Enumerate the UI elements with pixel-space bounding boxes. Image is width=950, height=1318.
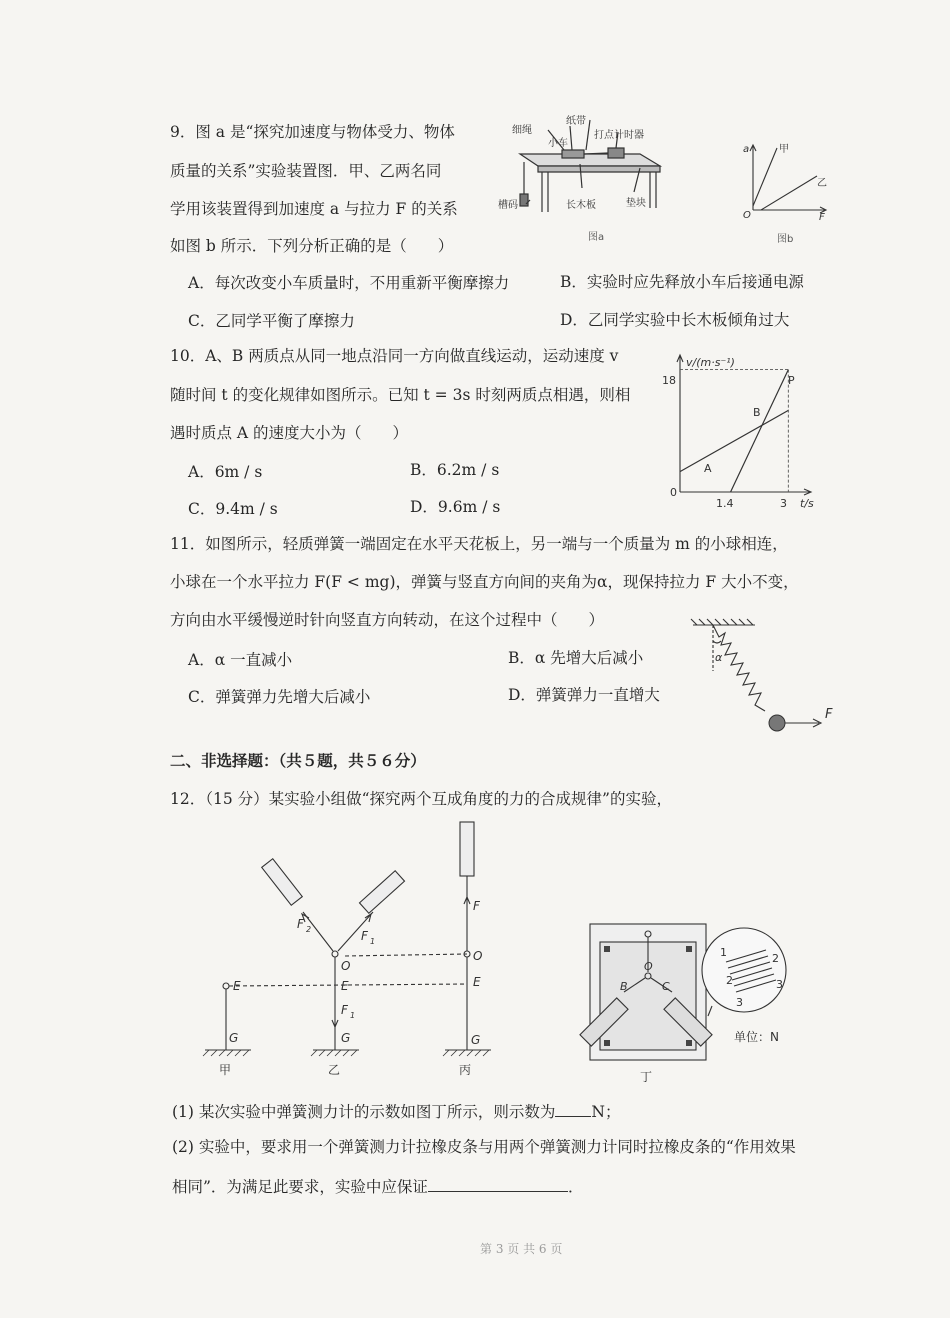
ding-C-label: C xyxy=(662,980,670,993)
force-composition-diagram xyxy=(195,818,525,1093)
bing-G-label: G xyxy=(471,1033,481,1047)
dial-label-1: 1 xyxy=(720,946,727,959)
label-timer: 打点计时器 xyxy=(594,130,644,141)
q11-spring-figure xyxy=(685,615,845,745)
q9-line-2: 质量的关系”实验装置图．甲、乙两名同 xyxy=(170,162,442,180)
yi-O-label: O xyxy=(341,959,351,973)
q10-vt-chart xyxy=(660,350,830,515)
dial-label-2b: 2 xyxy=(726,974,733,987)
axis-f: F xyxy=(819,212,825,223)
yi-E-label: E xyxy=(341,979,349,993)
caption-bing: 丙 xyxy=(459,1063,472,1077)
q9-figure-b xyxy=(735,140,835,252)
series-b-label: B xyxy=(753,406,761,419)
q12-figure-ding xyxy=(560,910,820,1090)
q11-option-c: C．弹簧弹力先增大后减小 xyxy=(188,688,371,706)
caption-jia: 甲 xyxy=(219,1063,232,1077)
q9-option-d: D．乙同学实验中长木板倾角过大 xyxy=(560,311,790,329)
section-2-heading: 二、非选择题：（共５题，共５６分） xyxy=(170,751,426,770)
series-a-label: A xyxy=(704,462,712,475)
yi-F1-sub: 1 xyxy=(350,1011,356,1020)
origin-label: O xyxy=(743,210,751,221)
q9-line-1: 9．图 a 是“探究加速度与物体受力、物体 xyxy=(170,123,455,141)
q10-option-a: A．6m / s xyxy=(188,463,263,481)
vt-graph xyxy=(660,350,830,515)
q10-option-d: D．9.6m / s xyxy=(410,498,501,516)
yi-F2-sub: 2 xyxy=(306,925,312,934)
label-block: 垫块 xyxy=(626,198,646,209)
dial-label-2: 2 xyxy=(772,952,779,965)
q10-line-1: 10．A、B 两质点从同一地点沿同一方向做直线运动，运动速度 v xyxy=(170,347,619,365)
y-axis-label: v/(m·s⁻¹) xyxy=(686,356,735,369)
q10-line-3: 遇时质点 A 的速度大小为（ ） xyxy=(170,424,409,442)
series-a-line xyxy=(680,410,788,471)
bing-E-label: E xyxy=(473,975,481,989)
bing-O-label: O xyxy=(473,949,483,963)
q9-figure-a xyxy=(490,108,670,253)
x-tick-3: 3 xyxy=(780,497,787,510)
q11-option-b: B．α 先增大后减小 xyxy=(508,649,644,667)
y-tick-18: 18 xyxy=(662,374,676,387)
q12-sub1-answer-blank[interactable] xyxy=(555,1102,591,1117)
q11-option-a: A．α 一直减小 xyxy=(188,651,293,669)
q12-sub1-unit: N； xyxy=(591,1103,621,1121)
series-b-line xyxy=(731,370,789,492)
q12-sub2-line-2 xyxy=(172,1176,583,1198)
q9-option-c: C．乙同学平衡了摩擦力 xyxy=(188,312,355,330)
q9-option-b: B．实验时应先释放小车后接通电源 xyxy=(560,273,804,291)
point-p-label: P xyxy=(788,374,795,387)
q12-figure-jia-yi-bing xyxy=(195,818,525,1093)
dial-label-3b: 3 xyxy=(776,978,783,991)
line-yi-label: 乙 xyxy=(817,178,827,189)
x-axis-label: t/s xyxy=(800,497,814,510)
ding-B-label: B xyxy=(620,980,628,993)
bing-F-label: F xyxy=(473,899,480,913)
q12-sub1 xyxy=(172,1101,620,1123)
caption-yi: 乙 xyxy=(328,1063,341,1077)
board-diagram xyxy=(560,910,820,1090)
q9-line-3: 学用该装置得到加速度 a 与拉力 F 的关系 xyxy=(170,200,458,218)
q12-sub2-answer-blank[interactable] xyxy=(428,1177,568,1192)
apparatus-diagram xyxy=(490,108,670,253)
yi-F1-label: F xyxy=(341,1003,348,1017)
unit-label: 单位：N xyxy=(734,1030,779,1044)
caption-ding: 丁 xyxy=(640,1070,653,1084)
q10-option-b: B．6.2m / s xyxy=(410,461,500,479)
yi-F1b-label: F xyxy=(361,929,368,943)
label-rope: 细绳 xyxy=(512,125,532,136)
origin-tick: 0 xyxy=(670,486,677,499)
axis-a: a xyxy=(743,144,750,155)
force-f-label: F xyxy=(825,707,833,722)
yi-G-label: G xyxy=(341,1031,351,1045)
jia-E-label: E xyxy=(233,979,241,993)
q11-line-1: 11．如图所示，轻质弹簧一端固定在水平天花板上，另一端与一个质量为 m 的小球相连， xyxy=(170,535,788,553)
q12-sub2-line-1: (2) 实验中，要求用一个弹簧测力计拉橡皮条与用两个弹簧测力计同时拉橡皮条的“作用效果 xyxy=(172,1138,796,1156)
q10-line-2: 随时间 t 的变化规律如图所示。已知 t = 3s 时刻两质点相遇，则相 xyxy=(170,386,631,404)
q9-line-4: 如图 b 所示．下列分析正确的是（ ） xyxy=(170,237,454,255)
spring-diagram xyxy=(685,615,845,745)
label-weight: 槽码 xyxy=(498,200,518,211)
q10-option-c: C．9.4m / s xyxy=(188,500,278,518)
alpha-label: α xyxy=(715,651,723,664)
q11-option-d: D．弹簧弹力一直增大 xyxy=(508,686,660,704)
label-board: 长木板 xyxy=(566,200,596,211)
page-footer: 第 3 页 共 6 页 xyxy=(480,1242,563,1256)
q12-sub1-text: (1) 某次实验中弹簧测力计的示数如图丁所示，则示数为 xyxy=(172,1103,556,1121)
ding-O-label: O xyxy=(644,960,653,973)
line-jia-label: 甲 xyxy=(779,144,789,155)
figure-a-caption: 图a xyxy=(588,232,605,243)
q9-option-a: A．每次改变小车质量时，不用重新平衡摩擦力 xyxy=(188,274,510,292)
yi-F1b-sub: 1 xyxy=(370,937,376,946)
q11-line-3: 方向由水平缓慢逆时针向竖直方向转动，在这个过程中（ ） xyxy=(170,611,605,629)
a-f-graph xyxy=(735,140,835,252)
q12-sub2-text: 相同”．为满足此要求，实验中应保证 xyxy=(172,1178,428,1196)
yi-F2-label: F xyxy=(297,917,304,931)
q12-sub2-end: ． xyxy=(567,1178,584,1196)
dial-label-3: 3 xyxy=(736,996,743,1009)
q12-intro: 12．（15 分）某实验小组做“探究两个互成角度的力的合成规律”的实验， xyxy=(170,790,672,808)
figure-b-caption: 图b xyxy=(777,234,794,245)
x-tick-1-4: 1.4 xyxy=(716,497,734,510)
label-tape: 纸带 xyxy=(566,116,586,127)
label-cart: 小车 xyxy=(548,138,568,149)
q11-line-2: 小球在一个水平拉力 F(F < mg)，弹簧与竖直方向间的夹角为α，现保持拉力 F 大小不变， xyxy=(170,573,799,591)
jia-G-label: G xyxy=(229,1031,239,1045)
